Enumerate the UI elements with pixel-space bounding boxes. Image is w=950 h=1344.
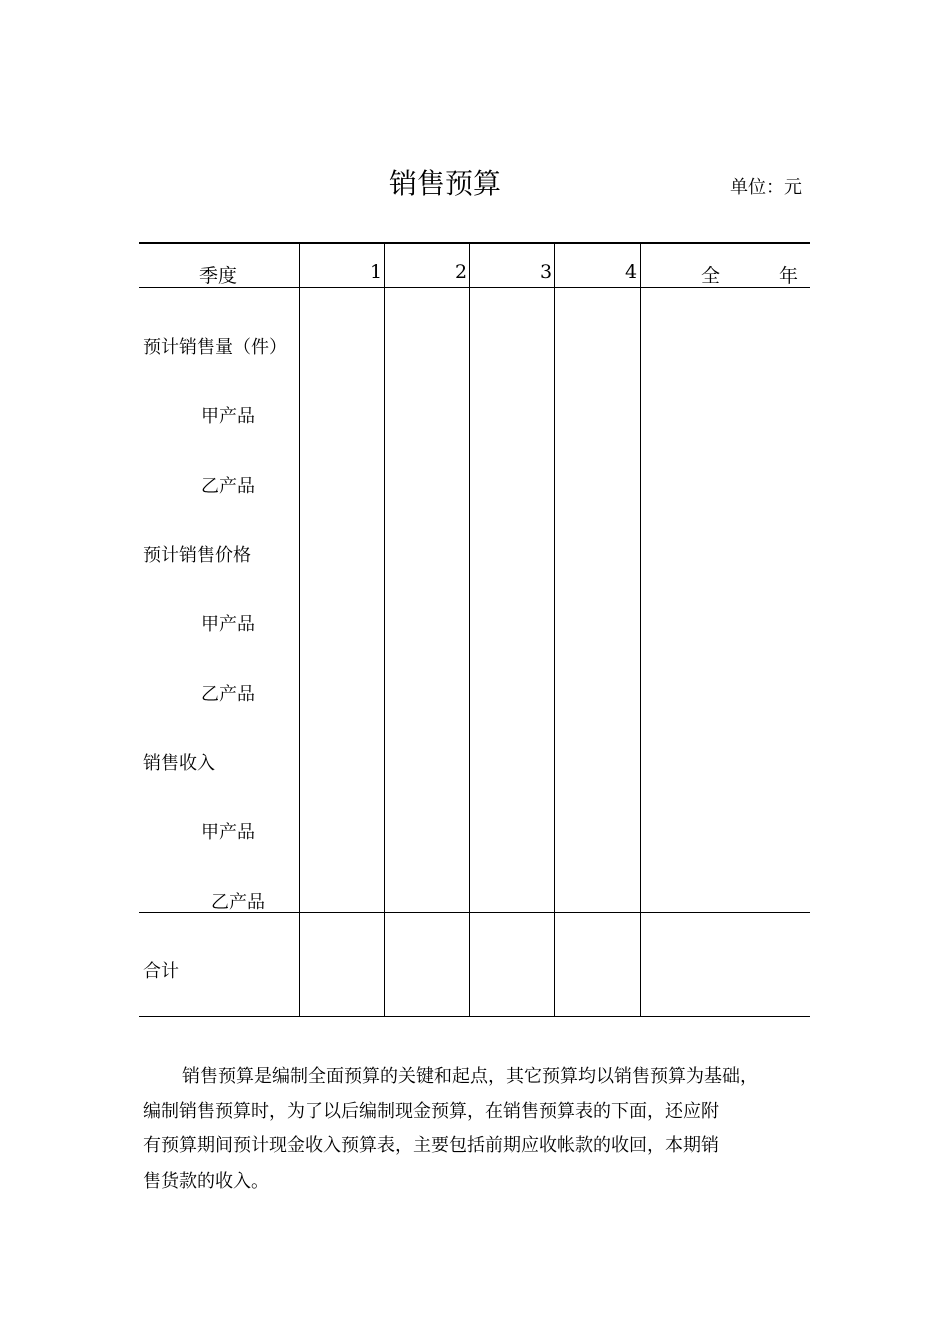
header-q4: 4 — [625, 261, 638, 283]
table-bottom-rule — [139, 1016, 810, 1017]
header-full-year-1: 全 — [701, 265, 721, 287]
row-label: 乙产品 — [211, 892, 265, 913]
row-label: 预计销售价格 — [143, 545, 251, 566]
table-top-rule — [139, 242, 810, 244]
row-label: 乙产品 — [201, 476, 255, 497]
header-q1: 1 — [370, 261, 383, 283]
row-label: 预计销售量（件） — [143, 337, 287, 358]
row-label: 甲产品 — [201, 822, 255, 843]
column-divider — [384, 242, 385, 1017]
row-label: 甲产品 — [201, 406, 255, 427]
column-divider — [640, 242, 641, 1017]
column-divider — [554, 242, 555, 1017]
header-q2: 2 — [455, 261, 468, 283]
row-label: 销售收入 — [143, 753, 215, 774]
paragraph-line: 销售预算是编制全面预算的关键和起点，其它预算均以销售预算为基础， — [182, 1066, 758, 1087]
paragraph-line: 有预算期间预计现金收入预算表，主要包括前期应收帐款的收回，本期销 — [143, 1135, 719, 1156]
paragraph-line: 编制销售预算时，为了以后编制现金预算，在销售预算表的下面，还应附 — [143, 1101, 719, 1122]
header-full-year-2: 年 — [779, 265, 799, 287]
paragraph-line: 售货款的收入。 — [143, 1171, 269, 1192]
total-label: 合计 — [143, 961, 179, 982]
page-title: 销售预算 — [389, 167, 502, 200]
row-label: 乙产品 — [201, 684, 255, 705]
column-divider — [469, 242, 470, 1017]
unit-label: 单位：元 — [730, 177, 802, 198]
column-divider — [299, 242, 300, 1017]
header-quarter: 季度 — [199, 265, 238, 287]
header-q3: 3 — [540, 261, 553, 283]
row-label: 甲产品 — [201, 614, 255, 635]
